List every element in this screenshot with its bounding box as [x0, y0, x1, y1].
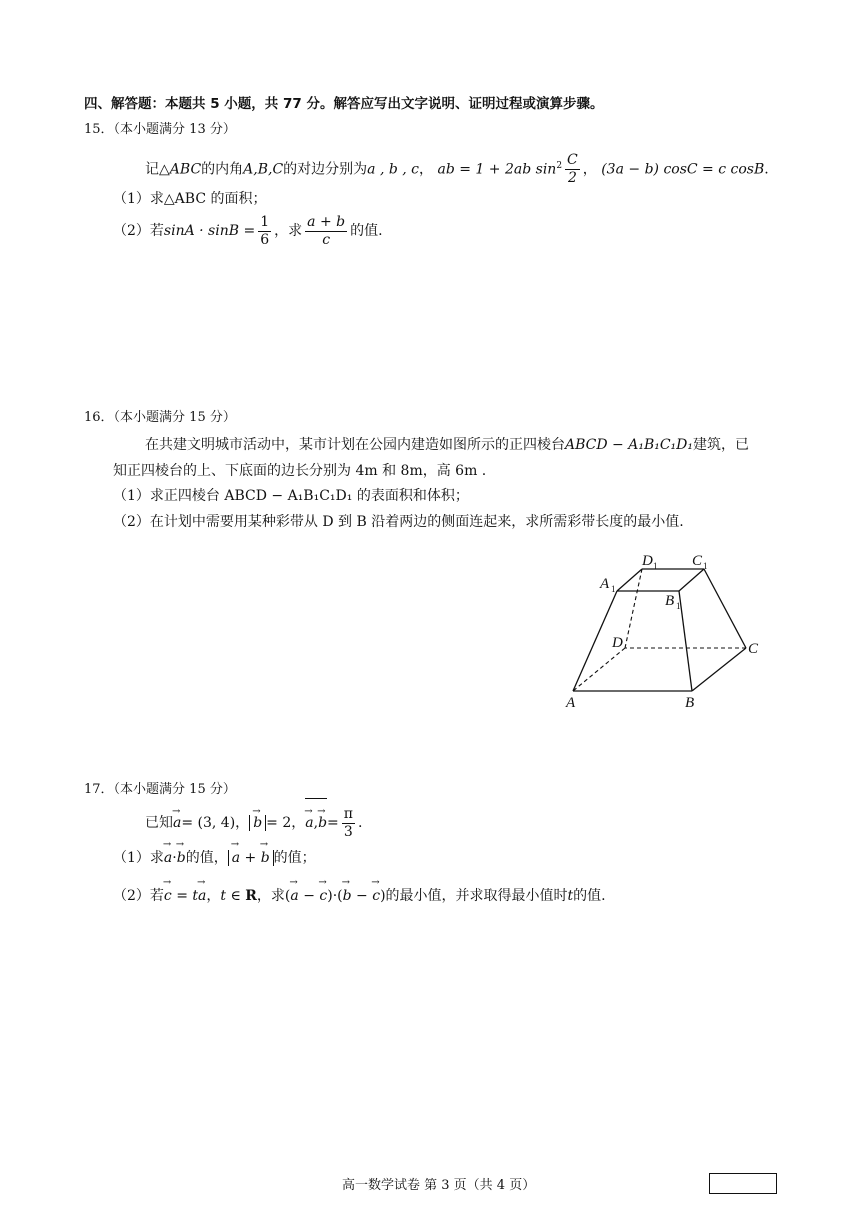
q17-part1-text: 的值； [273, 850, 316, 866]
q15-fraction-1-6 [258, 214, 271, 249]
q15-sin-product: sinA · sinB = [163, 223, 256, 239]
vector-c: → c [372, 888, 380, 904]
q17-part2-text: 的值. [573, 888, 606, 904]
vector-b: → b [177, 850, 186, 866]
q17-part2-text: （2）若 [113, 888, 164, 904]
q17-angle [305, 804, 327, 842]
frac-den: 6 [260, 231, 270, 248]
q15-part-1: （1）求△ABC 的面积； [113, 191, 267, 207]
frac-den: 3 [343, 823, 353, 840]
paren: )·( [327, 888, 343, 904]
edge-da-hidden [573, 648, 625, 691]
plus-operator: + [240, 850, 261, 866]
q15-equation-2: (3a − b) cosC = c cosB [601, 161, 765, 178]
vector-b: → b [318, 804, 327, 842]
section-header: 四、解答题：本题共 5 小题，共 77 分。解答应写出文字说明、证明过程或演算步骤。 [84, 96, 604, 112]
variable-t: t [567, 888, 574, 904]
label-a1-sub: 1 [611, 584, 616, 594]
vector-b: → b [253, 804, 262, 842]
edge-cc1 [704, 569, 746, 648]
q15-title: 15．（本小题满分 13 分） [84, 122, 236, 137]
q17-t-in: t ∈ [220, 888, 246, 904]
paren: ) [380, 888, 386, 904]
q17-given [145, 804, 362, 842]
vector-a: → a [164, 850, 172, 866]
q15-angles: A,B,C [243, 161, 284, 178]
q15-stem [145, 147, 769, 189]
vector-a: → a [290, 888, 298, 904]
q15-fraction-ab-c [305, 214, 347, 249]
q17-part2-text: ，求 [256, 888, 285, 904]
q15-stem-text: 记△ [145, 161, 170, 178]
paren: ( [284, 888, 291, 904]
q17-title: 17．（本小题满分 15 分） [84, 782, 236, 797]
frac-num: C [567, 152, 578, 169]
q17-part2-text: 的最小值，并求取得最小值时 [385, 888, 568, 904]
label-c1: C [692, 553, 703, 569]
q17-part-2 [113, 885, 606, 905]
vector-c: → c [319, 888, 327, 904]
frac-num: π [343, 805, 353, 822]
q17-fraction-pi-3 [342, 806, 355, 841]
q16-frustum-label: ABCD − A₁B₁C₁D₁ [565, 437, 694, 453]
vector-b: → b [261, 850, 270, 866]
comma: , [313, 815, 319, 831]
q15-part2-text: （2）若 [113, 223, 164, 239]
q16-part-2: （2）在计划中需要用某种彩带从 D 到 B 沿着两边的侧面连起来，求所需彩带长度的最小值. [113, 514, 684, 530]
q17-given-text: = 2， [266, 815, 306, 831]
minus-operator: − [298, 888, 320, 904]
frac-num: a + b [307, 213, 346, 230]
q17-abs-b [249, 815, 266, 831]
q16-part-1: （1）求正四棱台 ABCD − A₁B₁C₁D₁ 的表面积和体积； [113, 488, 469, 504]
q15-stem-text: 的对边分别为 [283, 161, 368, 178]
q16-title: 16．（本小题满分 15 分） [84, 410, 236, 425]
vector-a: → a [305, 804, 313, 842]
label-b1: B [665, 593, 675, 609]
label-b: B [685, 695, 695, 711]
edge-bc [692, 648, 746, 691]
q16-stem-text: 建筑，已 [693, 437, 750, 453]
q16-stem-text: 在共建文明城市活动中，某市计划在公园内建造如图所示的正四棱台 [145, 437, 565, 453]
q15-part-2 [113, 212, 383, 250]
q16-stem-line-1 [145, 434, 749, 454]
q15-stem-text: 的内角 [201, 161, 244, 178]
frac-den: c [322, 231, 331, 248]
frustum-figure [560, 545, 780, 715]
frac-den: 2 [567, 170, 577, 187]
vector-a: → a [232, 850, 240, 866]
q17-part2-text: ， [206, 888, 221, 904]
vector-b: → b [343, 888, 352, 904]
label-c1-sub: 1 [703, 561, 708, 571]
vector-a: → a [198, 888, 206, 904]
minus-operator: − [351, 888, 373, 904]
q15-triangle: ABC [169, 161, 202, 178]
page-footer: 高一数学试卷 第 3 页（共 4 页） [342, 1178, 536, 1193]
q15-equation-1: ab = 1 + 2ab sin [437, 161, 557, 178]
q15-exponent: 2 [556, 161, 563, 171]
label-b1-sub: 1 [676, 601, 681, 611]
label-d1: D [642, 553, 653, 569]
edge-bb1 [679, 591, 692, 691]
real-numbers-symbol: R [245, 888, 257, 904]
q17-abs-sum [228, 850, 274, 866]
q16-stem-line-2: 知正四棱台的上、下底面的边长分别为 4m 和 8m，高 6m . [113, 463, 487, 479]
label-a: A [566, 695, 576, 711]
edge-d1a1 [617, 569, 642, 591]
q15-part2-text: 的值. [350, 223, 383, 239]
q15-part2-text: ，求 [274, 223, 303, 239]
dot-operator: · [172, 850, 177, 866]
q17-given-text: = [327, 815, 339, 831]
frac-num: 1 [260, 213, 270, 230]
q17-part1-text: （1）求 [113, 850, 164, 866]
q15-end: . [764, 161, 769, 178]
label-d: D [612, 635, 623, 651]
q17-part1-text: 的值， [185, 850, 228, 866]
q15-fraction-c2 [565, 152, 580, 187]
q17-given-text: = (3, 4)， [181, 815, 250, 831]
q17-part-1 [113, 847, 316, 867]
q17-end: . [357, 815, 363, 831]
q17-given-text: 已知 [145, 815, 173, 831]
label-a1: A [600, 576, 610, 592]
q15-separator: ， [582, 161, 597, 178]
q17-eq-t: = t [171, 888, 199, 904]
label-d1-sub: 1 [653, 561, 658, 571]
edge-aa1 [573, 591, 617, 691]
edge-b1c1 [679, 569, 704, 591]
q15-stem-text: ， [419, 161, 434, 178]
q15-sides: a , b , c [367, 161, 420, 178]
vector-a: → a [173, 804, 181, 842]
edge-dd1-hidden [625, 569, 642, 648]
score-box [709, 1173, 777, 1194]
label-c: C [748, 641, 759, 657]
vector-c: → c [164, 888, 172, 904]
